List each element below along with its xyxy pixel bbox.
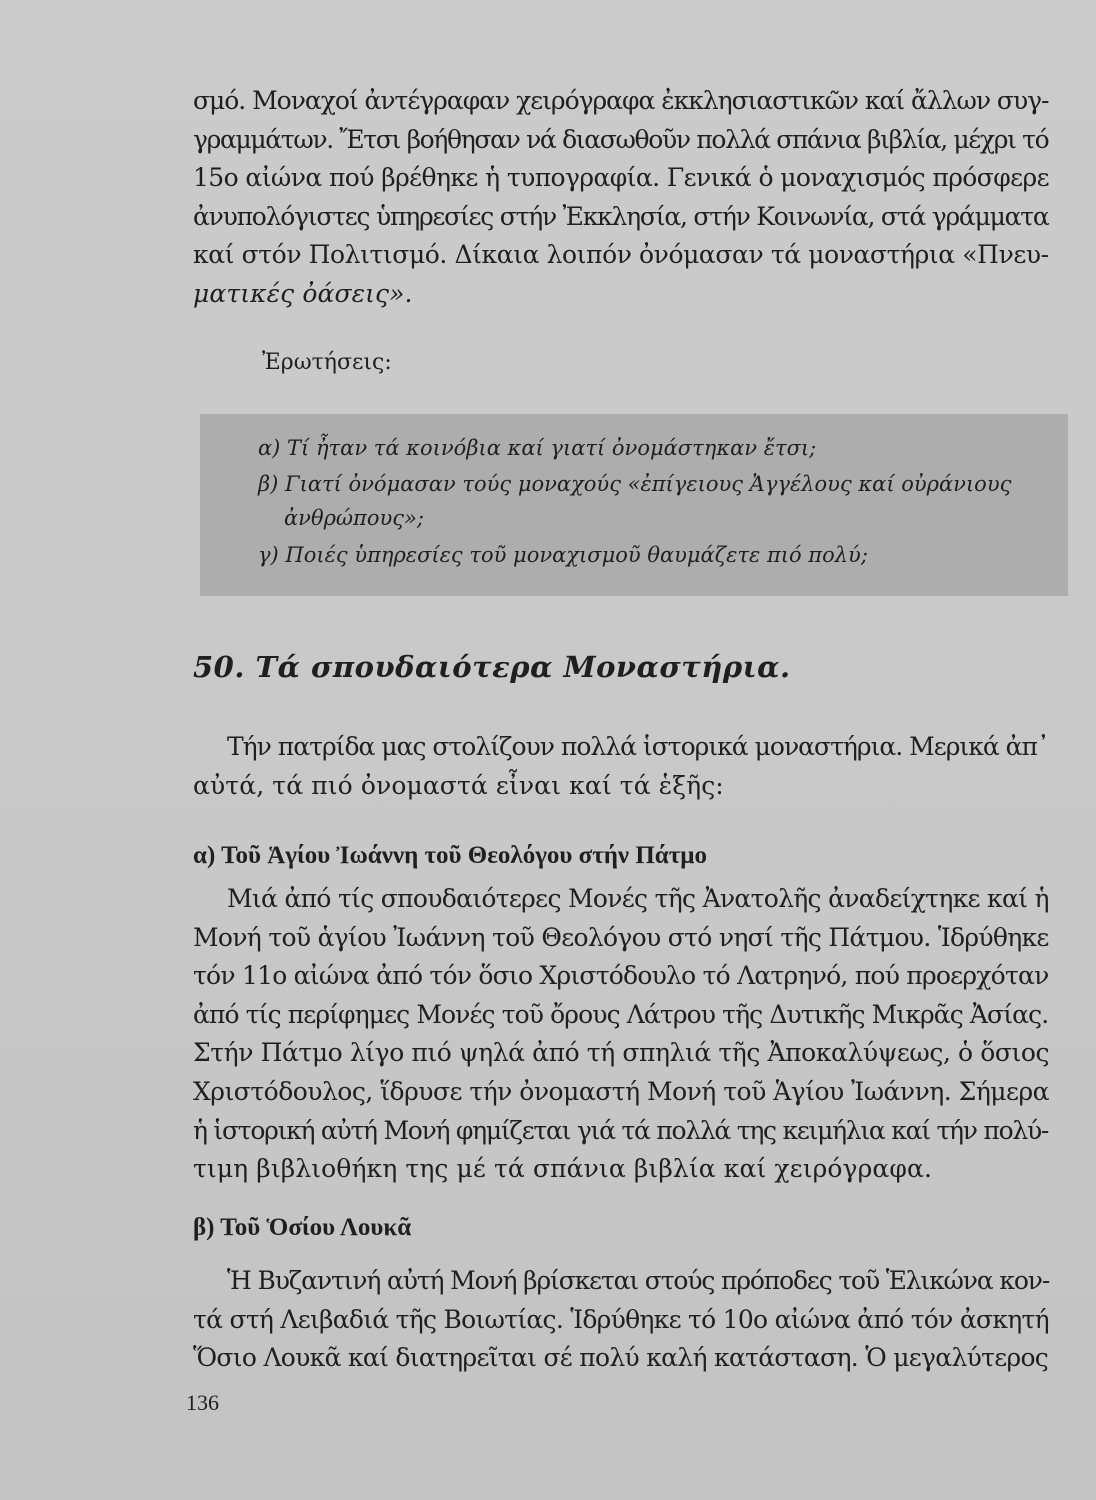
subsection-a-heading: α) Τοῦ Ἁγίου Ἰωάννη τοῦ Θεολόγου στήν Πάτμο	[193, 842, 707, 869]
text-line: ματικές ὀάσεις».	[193, 278, 413, 308]
question-b-continued: ἀνθρώπους»;	[284, 506, 424, 530]
subsection-b-paragraph	[193, 1262, 1055, 1378]
text-line: καί στόν Πολιτισμό. Δίκαια λοιπόν ὀνόμασαν τά μοναστήρια «Πνευ-	[193, 240, 1049, 270]
questions-label: Ἐρωτήσεις:	[262, 350, 392, 375]
question-c: γ) Ποιές ὑπηρεσίες τοῦ μοναχισμοῦ θαυμάζετε πιό πολύ;	[258, 543, 868, 567]
subsection-b-heading: β) Τοῦ Ὁσίου Λουκᾶ	[193, 1214, 412, 1241]
page-number: 136	[186, 1390, 219, 1415]
text-line: ἀπό τίς περίφημες Μονές τοῦ ὄρους Λάτρου τῆς Δυτικῆς Μικρᾶς Ἀσίας.	[193, 999, 1049, 1029]
text-line: ἡ ἱστορική αὐτή Μονή φημίζεται γιά τά πολλά της κειμήλια καί τήν πολύ-	[193, 1115, 1049, 1145]
text-line: Μιά ἀπό τίς σπουδαιότερες Μονές τῆς Ἀνατολῆς ἀναδείχτηκε καί ἡ	[227, 884, 1049, 913]
text-line: σμό. Μοναχοί ἀντέγραφαν χειρόγραφα ἐκκλησιαστικῶν καί ἄλλων συγ-	[193, 86, 1049, 115]
text-line: Ὅσιο Λουκᾶ καί διατηρεῖται σέ πολύ καλή κατάσταση. Ὁ μεγαλύτερος	[193, 1343, 1049, 1373]
question-b: β) Γιατί ὀνόμασαν τούς μοναχούς «ἐπίγειους Ἀγγέλους καί οὐράνιους	[258, 472, 1012, 496]
text-line: τόν 11ο αἰώνα ἀπό τόν ὅσιο Χριστόδουλο τό Λατρηνό, πού προερχόταν	[193, 961, 1049, 991]
text-line: Στήν Πάτμο λίγο πιό ψηλά ἀπό τή σπηλιά τῆς Ἀποκαλύψεως, ὁ ὅσιος	[193, 1038, 1050, 1068]
text-line: Ἡ Βυζαντινή αὐτή Μονή βρίσκεται στούς πρόποδες τοῦ Ἑλικώνα κον-	[227, 1266, 1050, 1295]
question-a: α) Τί ἦταν τά κοινόβια καί γιατί ὀνομάστηκαν ἔτσι;	[258, 436, 817, 460]
text-line: τιμη βιβλιοθήκη της μέ τά σπάνια βιβλία καί χειρόγραφα.	[193, 1154, 933, 1184]
text-line: γραμμάτων. Ἔτσι βοήθησαν νά διασωθοῦν πολλά σπάνια βιβλία, μέχρι τό	[193, 124, 1049, 154]
subsection-a-paragraph	[193, 880, 1055, 1189]
text-line: Τήν πατρίδα μας στολίζουν πολλά ἱστορικά μοναστήρια. Μερικά ἀπ᾽	[227, 732, 1049, 761]
text-line: Χριστόδουλος, ἵδρυσε τήν ὀνομαστή Μονή τοῦ Ἁγίου Ἰωάννη. Σήμερα	[193, 1076, 1050, 1106]
text-line: Μονή τοῦ ἁγίου Ἰωάννη τοῦ Θεολόγου στό νησί τῆς Πάτμου. Ἱδρύθηκε	[193, 922, 1049, 952]
text-line: τά στή Λειβαδιά τῆς Βοιωτίας. Ἱδρύθηκε τό 10ο αἰώνα ἀπό τόν ἀσκητή	[193, 1304, 1049, 1334]
text-line: ἀνυπολόγιστες ὑπηρεσίες στήν Ἐκκλησία, στήν Κοινωνία, στά γράμματα	[193, 201, 1049, 231]
text-line: αὐτά, τά πιό ὀνομαστά εἶναι καί τά ἑξῆς:	[193, 770, 724, 800]
intro-paragraph	[193, 728, 1055, 805]
section-title: 50. Τά σπουδαιότερα Μοναστήρια.	[193, 650, 791, 684]
opening-paragraph	[193, 82, 1055, 314]
text-line: 15ο αἰώνα πού βρέθηκε ἡ τυπογραφία. Γενικά ὁ μοναχισμός πρόσφερε	[193, 163, 1049, 193]
